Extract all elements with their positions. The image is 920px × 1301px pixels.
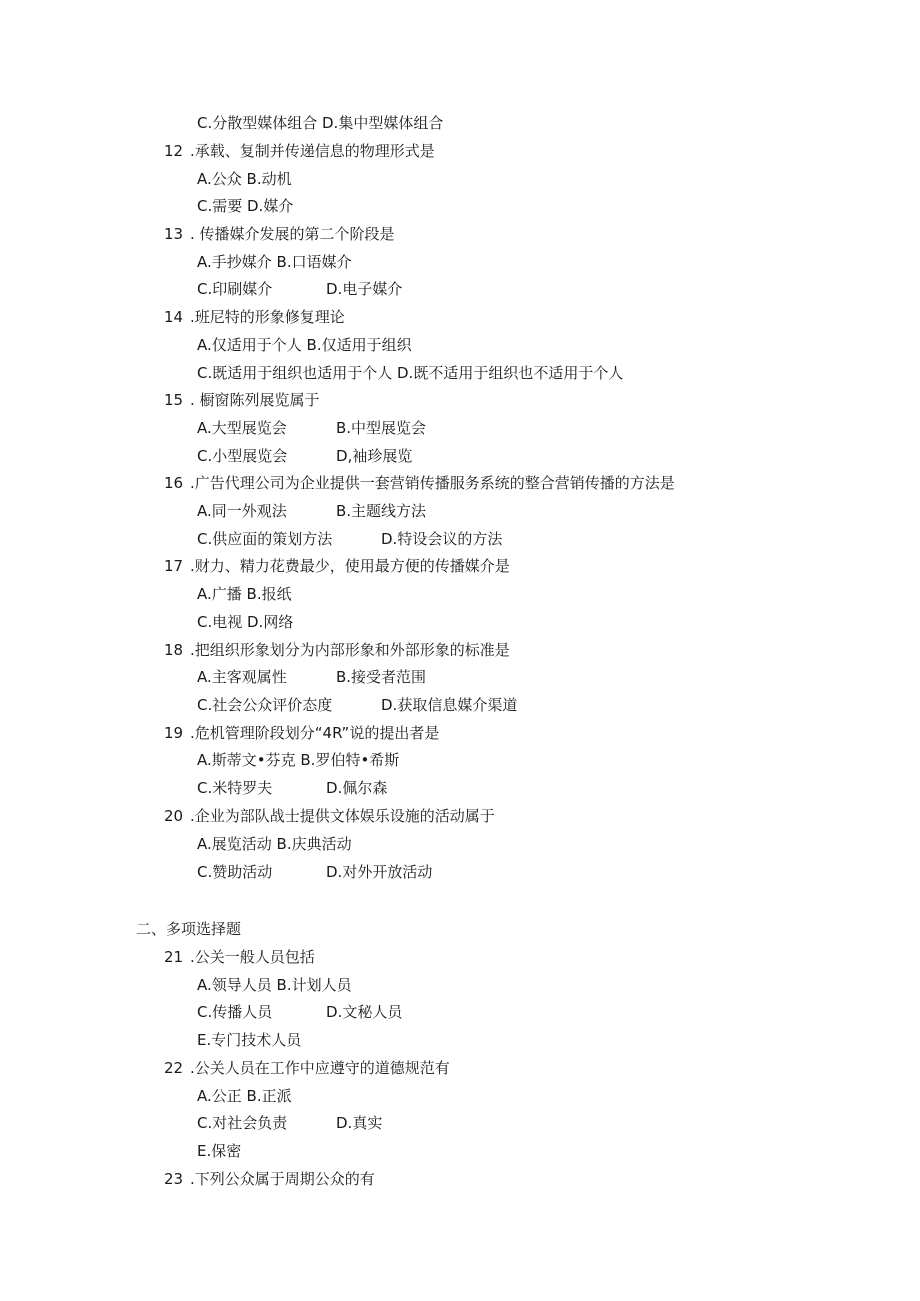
option-c: C.赞助活动 [197,863,273,881]
question-number: 22 [164,1059,184,1077]
question-stem: .班尼特的形象修复理论 [190,308,345,326]
question-stem: . 橱窗陈列展览属于 [190,391,320,409]
question-number: 16 [164,474,184,492]
question-number: 23 [164,1170,184,1188]
option-d: D.佩尔森 [326,779,388,797]
option-c: C.印刷媒介 [197,280,273,298]
option-line: C.需要 D.媒介 [197,197,294,215]
question-number: 18 [164,641,184,659]
option-line: C.既适用于组织也适用于个人 D.既不适用于组织也不适用于个人 [197,364,624,382]
option-c: C.传播人员 [197,1003,273,1021]
option-d: D,袖珍展览 [336,447,413,465]
option-c: C.对社会负责 [197,1114,288,1132]
option-a: A.大型展览会 [197,419,287,437]
option-c: C.供应面的策划方法 [197,530,333,548]
option-line: A.仅适用于个人 B.仅适用于组织 [197,336,412,354]
question-stem: .企业为部队战士提供文体娱乐设施的活动属于 [190,807,495,825]
question-number: 21 [164,948,184,966]
option-line: A.手抄媒介 B.口语媒介 [197,253,352,271]
option-line: C.电视 D.网络 [197,613,294,631]
question-number: 14 [164,308,184,326]
question-stem: .广告代理公司为企业提供一套营销传播服务系统的整合营销传播的方法是 [190,474,675,492]
section-title: 二、多项选择题 [136,920,242,938]
option-d: D.特设会议的方法 [381,530,503,548]
question-stem: .危机管理阶段划分“4R”说的提出者是 [190,724,440,742]
question-number: 19 [164,724,184,742]
option-d: D.对外开放活动 [326,863,433,881]
option-line: A.斯蒂文•芬克 B.罗伯特•希斯 [197,751,400,769]
option-line: A.广播 B.报纸 [197,585,292,603]
option-a: A.主客观属性 [197,668,287,686]
option-line: A.领导人员 B.计划人员 [197,976,352,994]
option-line: C.分散型媒体组合 D.集中型媒体组合 [197,114,444,132]
question-stem: .下列公众属于周期公众的有 [190,1170,375,1188]
option-c: C.社会公众评价态度 [197,696,333,714]
question-stem: . 传播媒介发展的第二个阶段是 [190,225,395,243]
option-b: B.接受者范围 [336,668,427,686]
option-b: B.主题线方法 [336,502,427,520]
option-d: D.文秘人员 [326,1003,403,1021]
option-line: A.展览活动 B.庆典活动 [197,835,352,853]
question-stem: .公关一般人员包括 [190,948,315,966]
question-stem: .财力、精力花费最少，使用最方便的传播媒介是 [190,557,510,575]
option-a: A.同一外观法 [197,502,287,520]
question-stem: .把组织形象划分为内部形象和外部形象的标准是 [190,641,510,659]
question-number: 12 [164,142,184,160]
option-e: E.专门技术人员 [197,1031,302,1049]
question-stem: .承载、复制并传递信息的物理形式是 [190,142,435,160]
option-c: C.小型展览会 [197,447,288,465]
question-number: 13 [164,225,184,243]
option-line: A.公众 B.动机 [197,170,292,188]
option-line: A.公正 B.正派 [197,1087,292,1105]
option-e: E.保密 [197,1142,242,1160]
question-stem: .公关人员在工作中应遵守的道德规范有 [190,1059,450,1077]
question-number: 17 [164,557,184,575]
question-number: 15 [164,391,184,409]
option-d: D.电子媒介 [326,280,403,298]
option-d: D.真实 [336,1114,383,1132]
option-b: B.中型展览会 [336,419,427,437]
question-number: 20 [164,807,184,825]
option-c: C.米特罗夫 [197,779,273,797]
option-d: D.获取信息媒介渠道 [381,696,518,714]
